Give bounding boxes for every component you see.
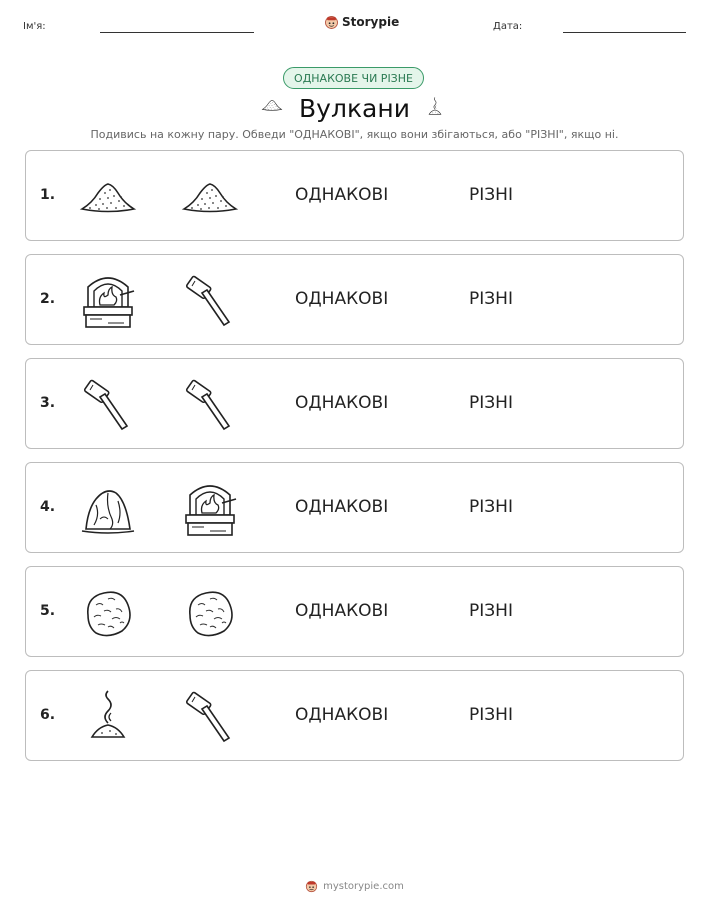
footer — [0, 880, 709, 893]
brand-logo — [324, 13, 399, 31]
item-number: 3. — [40, 395, 56, 411]
rock-icon — [78, 583, 138, 643]
item-row — [25, 462, 684, 553]
instructions: Подивись на кожну пару. Обведи "ОДНАКОВІ", якщо вони збігаються, або "РІЗНІ", якщо ні. — [90, 128, 619, 141]
option-same[interactable]: ОДНАКОВІ — [295, 185, 389, 205]
option-same[interactable]: ОДНАКОВІ — [295, 497, 389, 517]
item-row — [25, 150, 684, 241]
footer-url: mystorypie.com — [323, 881, 404, 892]
forge-icon — [78, 271, 138, 331]
date-input-line[interactable] — [563, 32, 686, 33]
hammer-icon — [180, 687, 240, 747]
worksheet-type-badge: ОДНАКОВЕ ЧИ РІЗНЕ — [283, 67, 424, 89]
sand-pile-icon — [78, 167, 138, 227]
item-number: 6. — [40, 707, 56, 723]
lava-mound-icon — [78, 479, 138, 539]
storypie-logo-icon — [305, 880, 318, 893]
sand-pile-icon — [180, 167, 240, 227]
steam-vent-icon — [78, 687, 138, 747]
item-number: 1. — [40, 187, 56, 203]
hammer-icon — [180, 271, 240, 331]
item-row — [25, 670, 684, 761]
option-same[interactable]: ОДНАКОВІ — [295, 705, 389, 725]
page-title: Вулкани — [299, 94, 410, 123]
option-same[interactable]: ОДНАКОВІ — [295, 393, 389, 413]
option-different[interactable]: РІЗНІ — [469, 601, 513, 621]
item-row — [25, 254, 684, 345]
option-different[interactable]: РІЗНІ — [469, 705, 513, 725]
item-number: 2. — [40, 291, 56, 307]
date-label: Дата: — [493, 21, 523, 32]
name-label: Ім'я: — [23, 21, 46, 32]
rock-icon — [180, 583, 240, 643]
forge-icon — [180, 479, 240, 539]
steam-vent-icon — [424, 92, 446, 122]
hammer-icon — [180, 375, 240, 435]
item-row — [25, 566, 684, 657]
option-same[interactable]: ОДНАКОВІ — [295, 601, 389, 621]
item-number: 4. — [40, 499, 56, 515]
option-different[interactable]: РІЗНІ — [469, 185, 513, 205]
option-different[interactable]: РІЗНІ — [469, 289, 513, 309]
item-row — [25, 358, 684, 449]
hammer-icon — [78, 375, 138, 435]
name-input-line[interactable] — [100, 32, 254, 33]
option-same[interactable]: ОДНАКОВІ — [295, 289, 389, 309]
brand-name: Storypie — [342, 15, 400, 29]
storypie-logo-icon — [324, 15, 339, 30]
option-different[interactable]: РІЗНІ — [469, 393, 513, 413]
option-different[interactable]: РІЗНІ — [469, 497, 513, 517]
item-number: 5. — [40, 603, 56, 619]
